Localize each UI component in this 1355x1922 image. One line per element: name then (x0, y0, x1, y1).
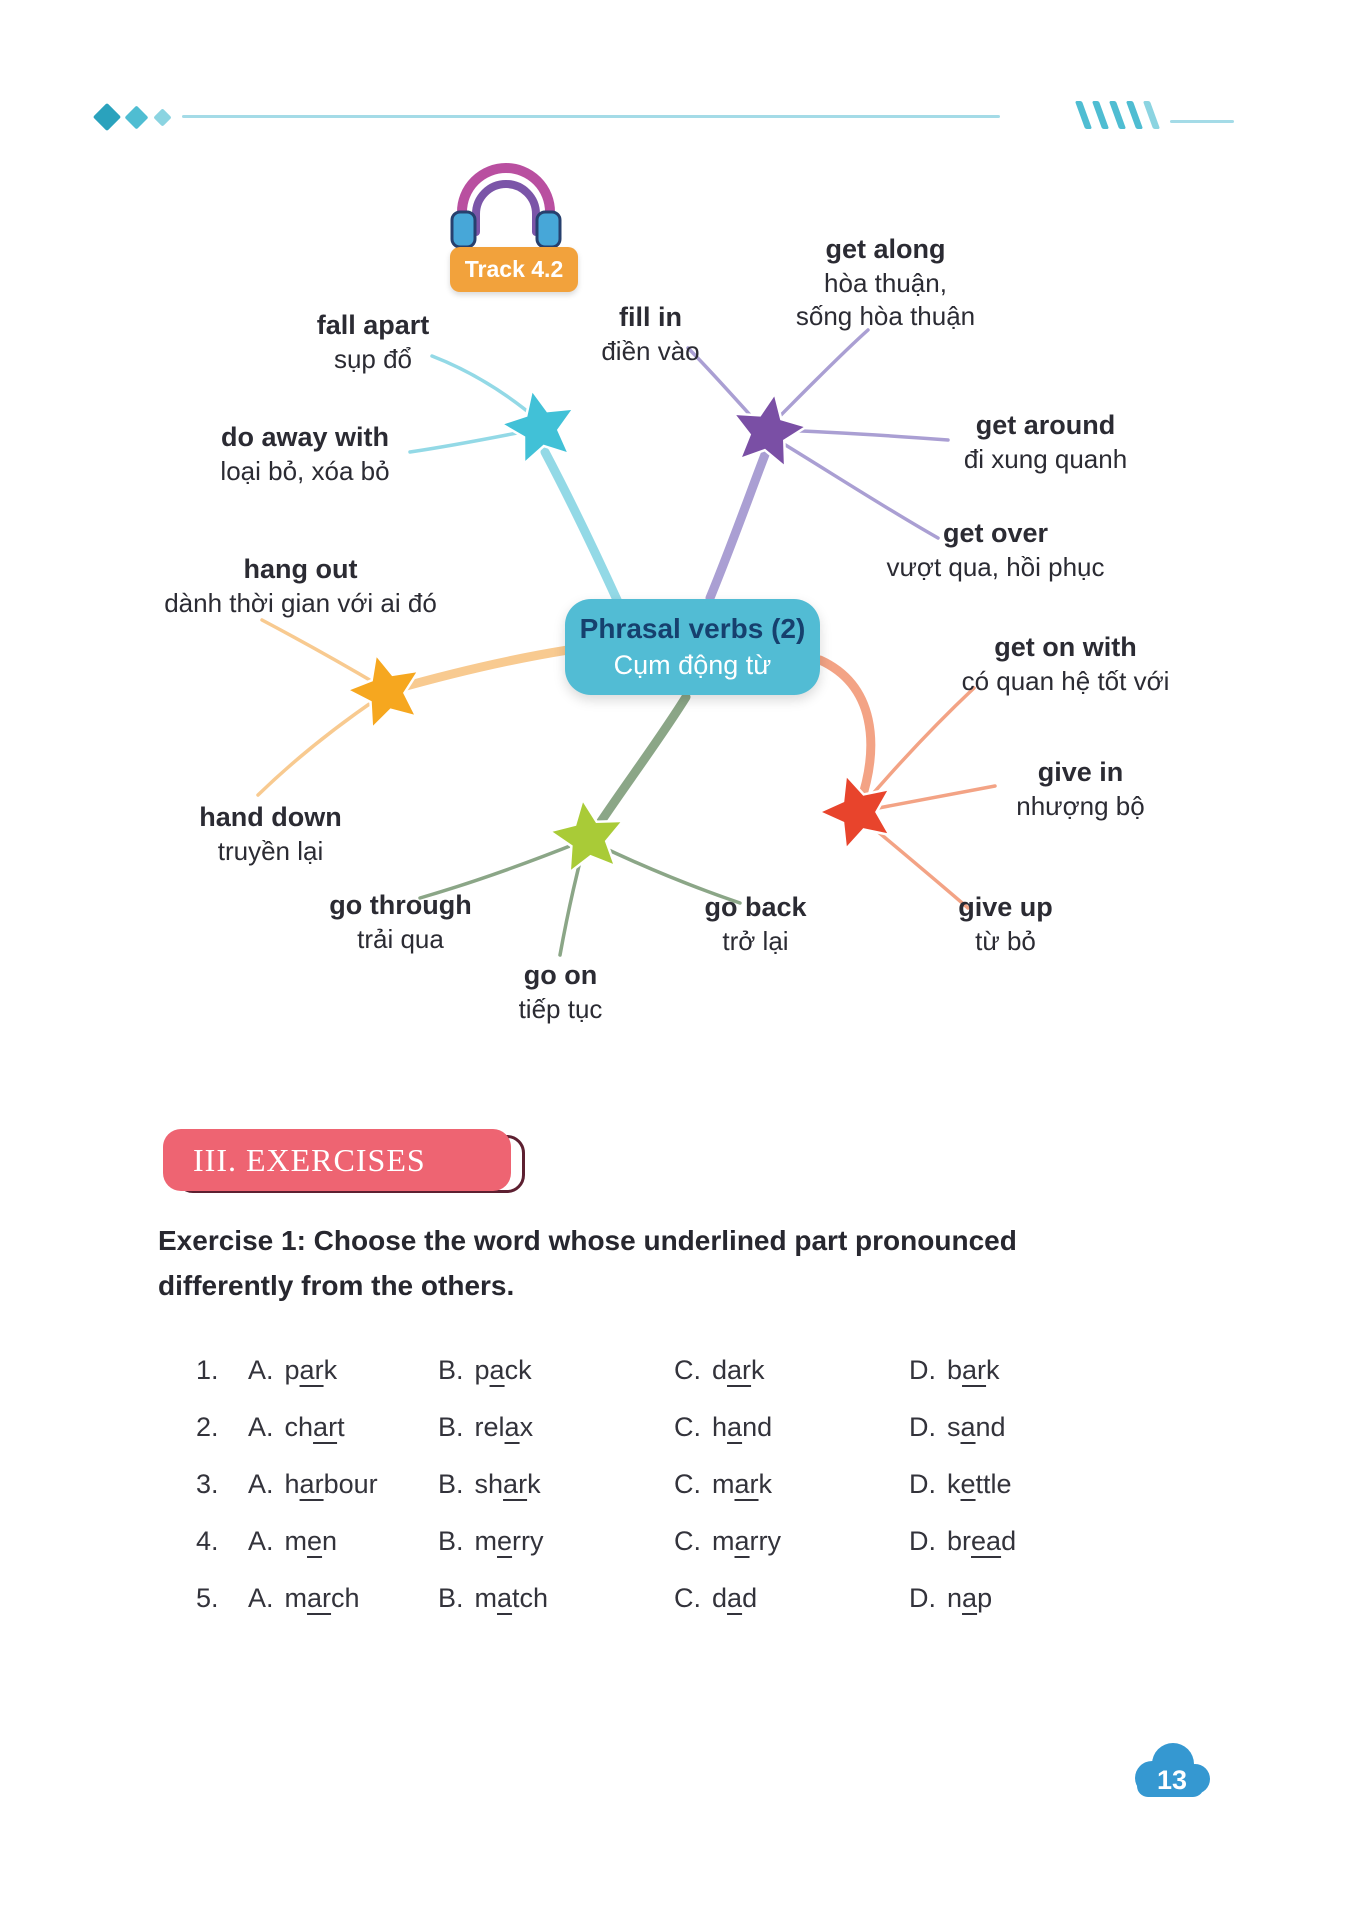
answer-option (248, 1526, 438, 1557)
mindmap-label-go-back (678, 890, 833, 958)
option-word: chart (284, 1412, 345, 1442)
meaning: loại bỏ, xóa bỏ (220, 455, 390, 486)
mindmap-title: Phrasal verbs (2) (579, 613, 806, 644)
phrasal-verb: hand down (199, 802, 342, 832)
option-letter: A. (248, 1412, 274, 1442)
mindmap-label-get-along (793, 232, 978, 333)
answer-option (674, 1526, 909, 1557)
underlined-part: e (307, 1526, 323, 1556)
option-letter: C. (674, 1526, 701, 1556)
meaning: vượt qua, hồi phục (886, 551, 1105, 582)
star-icon-teal (499, 386, 579, 464)
meaning: nhượng bộ (1016, 790, 1145, 821)
option-word: match (474, 1583, 549, 1613)
exercise1-questions (196, 1342, 1226, 1627)
phrasal-verb: give up (958, 892, 1053, 922)
answer-option (909, 1583, 992, 1614)
answer-option (909, 1412, 1006, 1443)
answer-option (438, 1583, 674, 1614)
underlined-part: a (734, 1526, 750, 1556)
option-letter: D. (909, 1412, 936, 1442)
mindmap-label-get-on-with (938, 630, 1193, 698)
question-number: 4. (196, 1526, 219, 1556)
phrasal-verb: hang out (243, 554, 358, 584)
option-letter: C. (674, 1583, 701, 1613)
option-word: mark (712, 1469, 773, 1499)
option-letter: C. (674, 1412, 701, 1442)
answer-option (909, 1469, 1012, 1500)
option-letter: B. (438, 1355, 464, 1385)
option-word: sand (947, 1412, 1006, 1442)
meaning: có quan hệ tốt với (961, 665, 1170, 696)
meaning: điền vào (601, 335, 700, 366)
meaning: hòa thuận, sống hòa thuận (795, 267, 976, 331)
underlined-part: ar (734, 1469, 759, 1499)
option-word: dark (712, 1355, 765, 1385)
phrasal-verb: get along (825, 234, 946, 264)
phrasal-verb: give in (1037, 757, 1124, 787)
answer-option (438, 1526, 674, 1557)
underlined-part: e (960, 1469, 976, 1499)
mindmap-center-node (565, 599, 820, 695)
star-icon-orange (344, 648, 427, 729)
option-letter: D. (909, 1469, 936, 1499)
option-letter: C. (674, 1469, 701, 1499)
track-badge-label: Track 4.2 (464, 256, 564, 282)
phrasal-verb: go through (329, 890, 472, 920)
question-number: 5. (196, 1583, 219, 1613)
page-number-cloud (1126, 1738, 1218, 1804)
phrasal-verb: get around (975, 410, 1116, 440)
mindmap-label-get-over (868, 516, 1123, 584)
phrasal-verb: do away with (220, 422, 390, 452)
question-number: 3. (196, 1469, 219, 1499)
exercises-banner (163, 1129, 553, 1199)
option-word: march (284, 1583, 360, 1613)
underlined-part: a (960, 1412, 976, 1442)
question-row (196, 1456, 1226, 1513)
meaning: sụp đổ (333, 343, 413, 374)
mindmap-subtitle: Cụm động từ (613, 649, 772, 680)
page-number: 13 (1156, 1765, 1188, 1795)
answer-option (248, 1355, 438, 1386)
option-letter: B. (438, 1412, 464, 1442)
mindmap-label-fill-in (568, 300, 733, 368)
mindmap-label-go-on (478, 958, 643, 1026)
answer-option (438, 1355, 674, 1386)
underlined-part: a (727, 1412, 743, 1442)
underlined-part: ar (962, 1355, 987, 1385)
question-row (196, 1342, 1226, 1399)
underlined-part: ea (971, 1526, 1002, 1556)
banner-label: III. EXERCISES (193, 1141, 426, 1178)
mindmap-label-hang-out (118, 552, 483, 620)
option-letter: A. (248, 1355, 274, 1385)
option-letter: D. (909, 1526, 936, 1556)
option-word: bark (947, 1355, 1000, 1385)
underlined-part: ar (313, 1412, 338, 1442)
option-word: hand (712, 1412, 773, 1442)
option-letter: D. (909, 1355, 936, 1385)
star-icon-purple (729, 391, 808, 467)
underlined-part: ar (503, 1469, 528, 1499)
option-word: bread (947, 1526, 1017, 1556)
exercise1-title: Exercise 1: Choose the word whose underlined part pronounced differently from the others. (158, 1225, 1017, 1302)
answer-option (674, 1412, 909, 1443)
phrasal-verb: get on with (994, 632, 1137, 662)
underlined-part: a (727, 1583, 743, 1613)
star-icon-red (814, 767, 899, 850)
phrasal-verb: get over (942, 518, 1049, 548)
underlined-part: ar (727, 1355, 752, 1385)
headphones-icon (446, 150, 566, 254)
meaning: từ bỏ (975, 925, 1036, 956)
question-row (196, 1513, 1226, 1570)
phrasal-verb: fall apart (316, 310, 430, 340)
option-letter: B. (438, 1469, 464, 1499)
option-letter: A. (248, 1583, 274, 1613)
answer-option (674, 1583, 909, 1614)
question-row (196, 1399, 1226, 1456)
option-letter: A. (248, 1526, 274, 1556)
underlined-part: a (962, 1583, 978, 1613)
meaning: đi xung quanh (963, 443, 1128, 474)
meaning: dành thời gian với ai đó (164, 587, 437, 618)
underlined-part: a (489, 1355, 505, 1385)
meaning: trải qua (357, 923, 444, 954)
mindmap-label-get-around (918, 408, 1173, 476)
phrasal-verb: go back (704, 892, 807, 922)
meaning: trở lại (722, 925, 789, 956)
mindmap-label-give-in (988, 755, 1173, 823)
mindmap-label-give-up (928, 890, 1083, 958)
option-letter: B. (438, 1583, 464, 1613)
option-word: shark (474, 1469, 541, 1499)
mindmap-label-hand-down (168, 800, 373, 868)
track-badge (450, 247, 578, 292)
option-word: relax (474, 1412, 534, 1442)
mindmap-label-do-away-with (185, 420, 425, 488)
underlined-part: e (497, 1526, 513, 1556)
option-word: marry (712, 1526, 782, 1556)
option-word: merry (474, 1526, 544, 1556)
banner-box (163, 1129, 511, 1191)
meaning: truyền lại (217, 835, 324, 866)
option-word: kettle (947, 1469, 1012, 1499)
answer-option (438, 1412, 674, 1443)
answer-option (674, 1469, 909, 1500)
underlined-part: a (504, 1412, 520, 1442)
option-letter: D. (909, 1583, 936, 1613)
answer-option (909, 1526, 1016, 1557)
mindmap-label-fall-apart (253, 308, 493, 376)
underlined-part: ar (307, 1583, 332, 1613)
underlined-part: ar (299, 1469, 324, 1499)
option-word: nap (947, 1583, 993, 1613)
option-word: pack (474, 1355, 532, 1385)
question-number: 2. (196, 1412, 219, 1442)
star-icon-green (549, 798, 626, 872)
answer-option (248, 1583, 438, 1614)
phrasal-verb: go on (523, 960, 598, 990)
option-letter: B. (438, 1526, 464, 1556)
underlined-part: a (497, 1583, 513, 1613)
answer-option (248, 1412, 438, 1443)
question-row (196, 1570, 1226, 1627)
answer-option (909, 1355, 1000, 1386)
option-word: harbour (284, 1469, 378, 1499)
question-number: 1. (196, 1355, 219, 1385)
answer-option (674, 1355, 909, 1386)
option-word: dad (712, 1583, 758, 1613)
option-letter: C. (674, 1355, 701, 1385)
option-letter: A. (248, 1469, 274, 1499)
phrasal-verb: fill in (619, 302, 682, 332)
answer-option (438, 1469, 674, 1500)
meaning: tiếp tục (518, 993, 603, 1024)
option-word: park (284, 1355, 338, 1385)
answer-option (248, 1469, 438, 1500)
underlined-part: ar (299, 1355, 324, 1385)
mindmap-label-go-through (298, 888, 503, 956)
option-word: men (284, 1526, 338, 1556)
